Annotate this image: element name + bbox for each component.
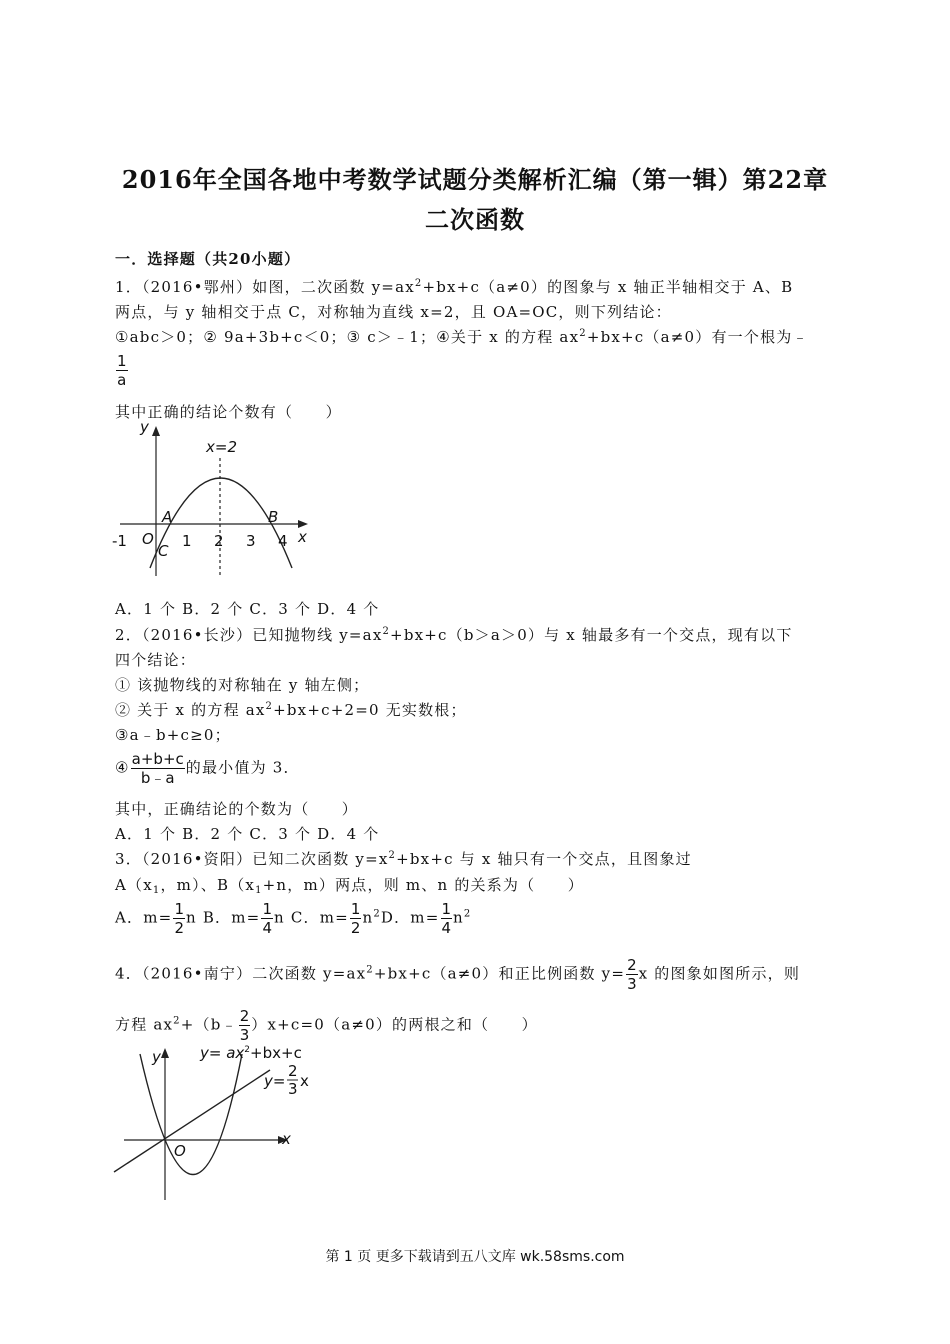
q1-point-A: A [162, 508, 173, 526]
q1-tick-1: 1 [182, 532, 192, 550]
q1-line-4: 其中正确的结论个数有（ ） [115, 403, 342, 421]
section-heading: 一．选择题（共20小题） [115, 250, 301, 268]
q1-tick-2: 2 [214, 532, 224, 550]
q4-line-frac-num: 2 [288, 1062, 298, 1080]
q1-point-C: C [158, 542, 169, 560]
q2-options: A．1 个 B．2 个 C．3 个 D．4 个 [115, 825, 380, 843]
q4-line-1: 4．（2016•南宁）二次函数 $y=ax^2+bx+c(a\ne 0)$和正比例函数 y= $\frac{2}{3}$ x 的图象如图所示，则 [115, 956, 801, 993]
q3-line-1: 3．（2016•资阳）已知二次函数 $y=x^2+bx+c$ 与 x 轴只有一个交点，且图象过 [115, 850, 692, 868]
q3-line-2: $A(x_1$，m）、$B(x_1+n$，m）两点，则 m、n 的关系为（ ） [115, 876, 584, 896]
q1-tick-4: 4 [278, 532, 288, 550]
q2-statement-4: ④ $\frac{a+b+c}{b﹣a}$ 的最小值为 3． [115, 750, 300, 787]
q4-parabola-line-figure [110, 1040, 320, 1205]
q4-x-axis-label: x [282, 1130, 291, 1148]
q4-parabola-label: $y= ax^2+bx+c$ [200, 1044, 302, 1062]
q2-statement-2: ② 关于 x 的方程 $ax^2+bx+c+2=0$ 无实数根； [115, 701, 467, 719]
q1-tick-3: 3 [246, 532, 256, 550]
q4-line-x: x [300, 1072, 309, 1090]
q3-options: A．m= $\frac{1}{2}$ n B．m= $\frac{1}{4}$ n C．m= $\frac{1}{2}$ $n^2D$．m= $\frac{1}{4}$ $n^2$ [115, 900, 472, 937]
page-footer: 第 1 页 更多下载请到五八文库 wk.58sms.com [325, 1249, 625, 1265]
q1-options: A．1 个 B．2 个 C．3 个 D．4 个 [115, 600, 380, 618]
q4-line-frac-den: 3 [288, 1080, 298, 1098]
q4-origin-O: O [174, 1142, 186, 1160]
q1-origin-O: O [142, 530, 154, 548]
q1-x-axis-label: x [298, 528, 307, 546]
q2-question: 其中，正确结论的个数为（ ） [115, 800, 359, 818]
q1-y-axis-label: y [140, 418, 149, 436]
q1-symmetry-label: x=2 [206, 438, 237, 456]
q1-parabola-figure [110, 418, 310, 578]
q4-line-2: 方程 $ax^2+(b﹣$ $\frac{2}{3}$ ）x+c=0（a≠0）的两根之和（ ） [115, 1007, 538, 1044]
q1-fraction-one-over-a: $\frac{1}{a}$ [117, 352, 127, 389]
title-line-2: 二次函数 [425, 205, 525, 234]
q4-line-label: y= [264, 1072, 286, 1090]
q1-tick-minus1: -1 [112, 532, 127, 550]
q2-statement-3: ③a﹣b+c≥0； [115, 726, 231, 744]
title-line-1: 2016年全国各地中考数学试题分类解析汇编（第一辑）第22章 [121, 165, 829, 194]
q1-line-1: 1．（2016•鄂州）如图，二次函数 $y=ax^2+bx+c(a\ne 0)$的图象与 x 轴正半轴相交于 A、B [115, 278, 794, 296]
q2-line-1: 2．（2016•长沙）已知抛物线 $y=ax^2+bx+c(b>a>0)$与 x 轴最多有一个交点，现有以下 [115, 626, 793, 644]
q1-line-3: ①abc＞0；② 9a+3b+c＜0；③ c＞﹣1；④关于 x 的方程 $ax^2+bx+c(a\ne 0)$有一个根为﹣ [115, 328, 809, 346]
q2-line-2: 四个结论： [115, 651, 197, 669]
q4-y-axis-label: y [152, 1048, 161, 1066]
q1-line-2: 两点，与 y 轴相交于点 C，对称轴为直线 x=2，且 OA=OC，则下列结论： [115, 303, 672, 321]
q1-point-B: B [268, 508, 279, 526]
q2-statement-1: ① 该抛物线的对称轴在 y 轴左侧； [115, 676, 370, 694]
